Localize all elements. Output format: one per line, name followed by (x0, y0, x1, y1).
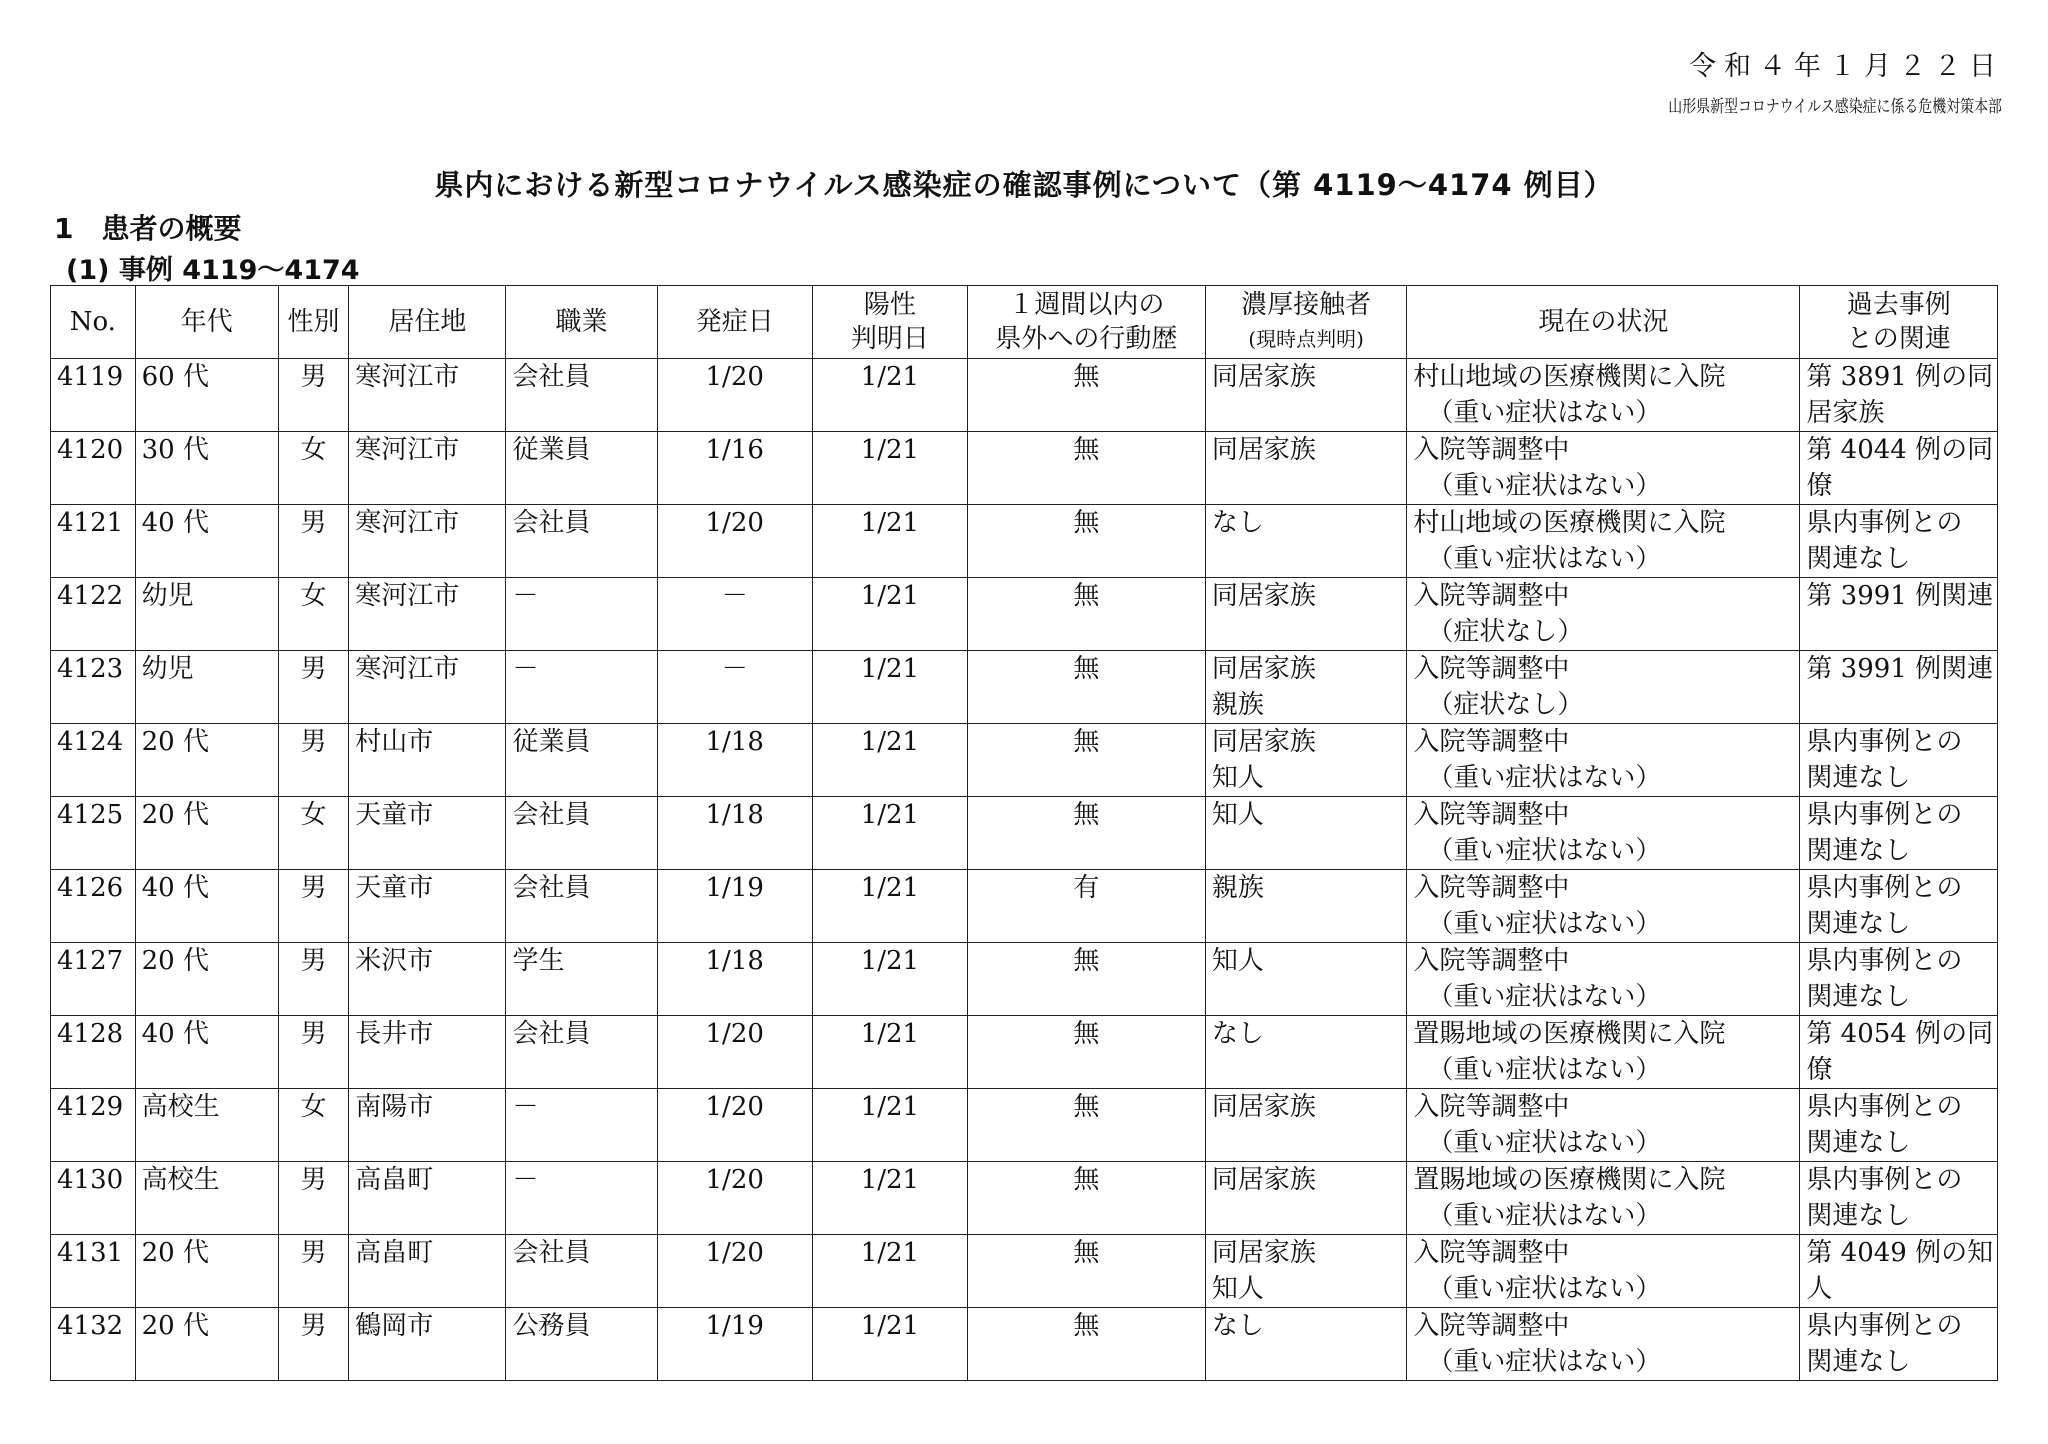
cell-sex: 男 (278, 724, 349, 797)
cell-positive-date: 1/21 (812, 1162, 967, 1235)
cell-status (1407, 651, 1800, 724)
cell-age: 40 代 (135, 505, 278, 578)
col-header-age: 年代 (135, 286, 278, 359)
cell-age: 幼児 (135, 651, 278, 724)
cell-link (1800, 1016, 1998, 1089)
cell-link-line1: 県内事例との (1806, 1092, 1963, 1122)
table-row (51, 1016, 1998, 1089)
cell-contact-line1: 同居家族 (1211, 727, 1316, 757)
cell-link-line1: 県内事例との (1806, 727, 1963, 757)
cell-sex: 男 (278, 870, 349, 943)
col-header-sex: 性別 (278, 286, 349, 359)
cell-status-line1: 入院等調整中 (1413, 800, 1570, 830)
cell-contact-line1: なし (1211, 1311, 1264, 1341)
cell-contact-line1: 同居家族 (1211, 435, 1316, 465)
cell-link-line1: 県内事例との (1806, 946, 1963, 976)
table-row (51, 870, 1998, 943)
cell-positive-date: 1/21 (812, 870, 967, 943)
section-heading: 1 患者の概要 (54, 212, 242, 245)
cell-contact-line1: 同居家族 (1211, 1238, 1316, 1268)
cell-onset: 1/20 (657, 505, 812, 578)
cell-no: 4122 (51, 578, 136, 651)
cell-travel: 無 (968, 359, 1206, 432)
cell-link (1800, 870, 1998, 943)
cell-link-line2: 関連なし (1806, 763, 1911, 793)
cell-job: 会社員 (506, 1016, 657, 1089)
cell-contact (1205, 1308, 1407, 1381)
cell-status-line1: 入院等調整中 (1413, 1311, 1570, 1341)
cell-status (1407, 724, 1800, 797)
issuing-organization: 山形県新型コロナウイルス感染症に係る危機対策本部 (1668, 97, 2002, 117)
cell-travel: 無 (968, 651, 1206, 724)
cell-link (1800, 724, 1998, 797)
cell-status-line2: （重い症状はない） (1427, 836, 1662, 866)
cell-onset: 1/19 (657, 1308, 812, 1381)
cell-onset: 1/18 (657, 943, 812, 1016)
cell-contact (1205, 578, 1407, 651)
cell-residence: 寒河江市 (349, 505, 506, 578)
cell-onset: 1/20 (657, 1162, 812, 1235)
cell-status-line2: （重い症状はない） (1427, 1274, 1662, 1304)
cell-link-line1: 県内事例との (1806, 800, 1963, 830)
cell-status (1407, 1016, 1800, 1089)
cell-link-line1: 第 4054 例の同 (1806, 1019, 1994, 1049)
cell-positive-date: 1/21 (812, 1308, 967, 1381)
cell-onset: 1/16 (657, 432, 812, 505)
cell-status (1407, 797, 1800, 870)
table-row (51, 1089, 1998, 1162)
col-header-contact-line1: 濃厚接触者 (1241, 290, 1372, 320)
cell-sex: 女 (278, 797, 349, 870)
cell-status-line1: 入院等調整中 (1413, 873, 1570, 903)
cell-sex: 男 (278, 651, 349, 724)
col-header-job: 職業 (506, 286, 657, 359)
cell-contact-line1: 知人 (1211, 800, 1264, 830)
cell-link (1800, 505, 1998, 578)
cell-travel: 無 (968, 943, 1206, 1016)
table-row (51, 1235, 1998, 1308)
cell-onset: 1/20 (657, 1235, 812, 1308)
cell-link (1800, 359, 1998, 432)
table-row (51, 797, 1998, 870)
cell-status-line2: （重い症状はない） (1427, 1055, 1662, 1085)
cell-link-line2: 関連なし (1806, 909, 1911, 939)
cell-contact-line1: 同居家族 (1211, 1165, 1316, 1195)
cell-link-line1: 県内事例との (1806, 1311, 1963, 1341)
col-header-positive (812, 286, 967, 359)
cell-status-line2: （症状なし） (1427, 690, 1584, 720)
col-header-positive-line2: 判明日 (850, 324, 929, 354)
col-header-link-line2: との関連 (1846, 324, 1951, 354)
cell-travel: 無 (968, 505, 1206, 578)
cell-travel: 無 (968, 724, 1206, 797)
cell-link-line1: 第 3991 例関連 (1806, 581, 1994, 611)
cell-contact-line1: 知人 (1211, 946, 1264, 976)
col-header-travel-line1: １週間以内の (1008, 290, 1165, 320)
cell-status-line2: （重い症状はない） (1427, 1347, 1662, 1377)
cell-link-line2: 僚 (1806, 471, 1833, 501)
cell-link-line1: 第 3991 例関連 (1806, 654, 1994, 684)
cell-status-line1: 入院等調整中 (1413, 581, 1570, 611)
cell-link-line1: 県内事例との (1806, 873, 1963, 903)
table-row (51, 578, 1998, 651)
cell-link (1800, 432, 1998, 505)
cell-contact-line2: 親族 (1211, 690, 1264, 720)
cell-travel: 無 (968, 1308, 1206, 1381)
cell-travel: 無 (968, 1235, 1206, 1308)
cell-contact (1205, 1162, 1407, 1235)
cell-link (1800, 1308, 1998, 1381)
cell-age: 20 代 (135, 1235, 278, 1308)
cell-age: 40 代 (135, 870, 278, 943)
table-row (51, 724, 1998, 797)
cell-positive-date: 1/21 (812, 943, 967, 1016)
cell-age: 高校生 (135, 1162, 278, 1235)
cell-job: 会社員 (506, 870, 657, 943)
cell-positive-date: 1/21 (812, 1089, 967, 1162)
cell-link-line2: 僚 (1806, 1055, 1833, 1085)
cell-travel: 無 (968, 1162, 1206, 1235)
cell-status-line2: （症状なし） (1427, 617, 1584, 647)
cell-age: 幼児 (135, 578, 278, 651)
cell-status-line1: 入院等調整中 (1413, 946, 1570, 976)
cell-link (1800, 797, 1998, 870)
cell-link-line2: 関連なし (1806, 1128, 1911, 1158)
cell-no: 4128 (51, 1016, 136, 1089)
cell-sex: 男 (278, 1308, 349, 1381)
cell-status-line1: 入院等調整中 (1413, 654, 1570, 684)
cell-link-line1: 県内事例との (1806, 508, 1963, 538)
cell-age: 20 代 (135, 724, 278, 797)
cell-residence: 南陽市 (349, 1089, 506, 1162)
cell-status-line2: （重い症状はない） (1427, 544, 1662, 574)
cell-contact-line1: なし (1211, 1019, 1264, 1049)
cell-positive-date: 1/21 (812, 651, 967, 724)
cell-residence: 高畠町 (349, 1162, 506, 1235)
subsection-heading: (1) 事例 4119～4174 (66, 255, 360, 286)
cell-contact-line1: 同居家族 (1211, 362, 1316, 392)
document-title: 県内における新型コロナウイルス感染症の確認事例について（第 4119～4174 例目） (434, 168, 1614, 202)
cell-link-line2: 居家族 (1806, 398, 1885, 428)
cell-contact (1205, 724, 1407, 797)
cell-link-line1: 第 3891 例の同 (1806, 362, 1994, 392)
cell-residence: 米沢市 (349, 943, 506, 1016)
cell-status-line1: 置賜地域の医療機関に入院 (1413, 1165, 1726, 1195)
case-table (50, 285, 1998, 1381)
cell-job: 会社員 (506, 359, 657, 432)
cell-positive-date: 1/21 (812, 797, 967, 870)
cell-no: 4127 (51, 943, 136, 1016)
cell-job: 従業員 (506, 432, 657, 505)
cell-sex: 女 (278, 432, 349, 505)
cell-job: 公務員 (506, 1308, 657, 1381)
cell-residence: 寒河江市 (349, 578, 506, 651)
cell-age: 20 代 (135, 1308, 278, 1381)
table-row (51, 651, 1998, 724)
cell-positive-date: 1/21 (812, 578, 967, 651)
cell-sex: 男 (278, 505, 349, 578)
cell-residence: 長井市 (349, 1016, 506, 1089)
cell-job: － (506, 1089, 657, 1162)
cell-link (1800, 578, 1998, 651)
cell-sex: 男 (278, 943, 349, 1016)
cell-sex: 男 (278, 1162, 349, 1235)
cell-link-line2: 関連なし (1806, 544, 1911, 574)
cell-status (1407, 870, 1800, 943)
cell-travel: 無 (968, 578, 1206, 651)
cell-sex: 男 (278, 1016, 349, 1089)
cell-contact (1205, 943, 1407, 1016)
cell-age: 60 代 (135, 359, 278, 432)
cell-residence: 高畠町 (349, 1235, 506, 1308)
cell-contact (1205, 1016, 1407, 1089)
cell-contact (1205, 432, 1407, 505)
cell-residence: 天童市 (349, 797, 506, 870)
table-row (51, 432, 1998, 505)
cell-job: － (506, 578, 657, 651)
col-header-travel (968, 286, 1206, 359)
cell-status (1407, 1162, 1800, 1235)
cell-travel: 無 (968, 797, 1206, 870)
col-header-onset: 発症日 (657, 286, 812, 359)
col-header-residence: 居住地 (349, 286, 506, 359)
cell-link-line2: 人 (1806, 1274, 1833, 1304)
cell-onset: 1/20 (657, 1016, 812, 1089)
cell-no: 4130 (51, 1162, 136, 1235)
cell-no: 4120 (51, 432, 136, 505)
cell-status-line1: 入院等調整中 (1413, 727, 1570, 757)
cell-job: 会社員 (506, 797, 657, 870)
cell-status (1407, 1235, 1800, 1308)
cell-contact (1205, 505, 1407, 578)
cell-age: 20 代 (135, 943, 278, 1016)
cell-contact (1205, 797, 1407, 870)
cell-link-line2: 関連なし (1806, 982, 1911, 1012)
cell-residence: 寒河江市 (349, 651, 506, 724)
cell-link (1800, 1162, 1998, 1235)
cell-no: 4119 (51, 359, 136, 432)
cell-age: 高校生 (135, 1089, 278, 1162)
cell-residence: 村山市 (349, 724, 506, 797)
cell-no: 4124 (51, 724, 136, 797)
cell-link-line1: 県内事例との (1806, 1165, 1963, 1195)
cell-job: 会社員 (506, 505, 657, 578)
cell-contact-line1: なし (1211, 508, 1264, 538)
cell-onset: 1/18 (657, 797, 812, 870)
cell-status-line2: （重い症状はない） (1427, 982, 1662, 1012)
cell-status-line2: （重い症状はない） (1427, 909, 1662, 939)
document-date: 令和４年１月２２日 (1689, 51, 2004, 82)
cell-onset: － (657, 578, 812, 651)
cell-status-line2: （重い症状はない） (1427, 471, 1662, 501)
cell-contact-line1: 同居家族 (1211, 654, 1316, 684)
cell-link (1800, 651, 1998, 724)
cell-job: 会社員 (506, 1235, 657, 1308)
cell-no: 4125 (51, 797, 136, 870)
cell-onset: 1/20 (657, 359, 812, 432)
cell-positive-date: 1/21 (812, 1235, 967, 1308)
cell-no: 4132 (51, 1308, 136, 1381)
table-row (51, 943, 1998, 1016)
cell-no: 4123 (51, 651, 136, 724)
table-header-row (51, 286, 1998, 359)
cell-job: － (506, 651, 657, 724)
cell-age: 30 代 (135, 432, 278, 505)
cell-status-line1: 入院等調整中 (1413, 1238, 1570, 1268)
cell-residence: 寒河江市 (349, 359, 506, 432)
cell-link-line1: 第 4044 例の同 (1806, 435, 1994, 465)
table-row (51, 1308, 1998, 1381)
cell-onset: 1/20 (657, 1089, 812, 1162)
cell-age: 20 代 (135, 797, 278, 870)
cell-status-line2: （重い症状はない） (1427, 398, 1662, 428)
cell-positive-date: 1/21 (812, 359, 967, 432)
cell-job: － (506, 1162, 657, 1235)
cell-status-line2: （重い症状はない） (1427, 763, 1662, 793)
cell-contact (1205, 359, 1407, 432)
table-row (51, 1162, 1998, 1235)
cell-status (1407, 359, 1800, 432)
cell-travel: 有 (968, 870, 1206, 943)
col-header-status: 現在の状況 (1407, 286, 1800, 359)
cell-link (1800, 1235, 1998, 1308)
cell-positive-date: 1/21 (812, 432, 967, 505)
cell-status-line1: 村山地域の医療機関に入院 (1413, 508, 1726, 538)
cell-onset: － (657, 651, 812, 724)
cell-onset: 1/19 (657, 870, 812, 943)
col-header-travel-line2: 県外への行動歴 (995, 324, 1178, 354)
col-header-link (1800, 286, 1998, 359)
table-row (51, 359, 1998, 432)
cell-status (1407, 1308, 1800, 1381)
cell-status-line2: （重い症状はない） (1427, 1201, 1662, 1231)
cell-no: 4121 (51, 505, 136, 578)
cell-positive-date: 1/21 (812, 505, 967, 578)
cell-sex: 男 (278, 1235, 349, 1308)
cell-status (1407, 943, 1800, 1016)
cell-status (1407, 1089, 1800, 1162)
cell-residence: 鶴岡市 (349, 1308, 506, 1381)
cell-status (1407, 505, 1800, 578)
cell-contact-line1: 同居家族 (1211, 1092, 1316, 1122)
cell-status-line1: 入院等調整中 (1413, 1092, 1570, 1122)
cell-link-line2: 関連なし (1806, 1347, 1911, 1377)
cell-onset: 1/18 (657, 724, 812, 797)
cell-travel: 無 (968, 432, 1206, 505)
cell-contact (1205, 1235, 1407, 1308)
cell-no: 4131 (51, 1235, 136, 1308)
cell-link (1800, 1089, 1998, 1162)
cell-residence: 天童市 (349, 870, 506, 943)
cell-no: 4129 (51, 1089, 136, 1162)
cell-job: 従業員 (506, 724, 657, 797)
cell-status-line1: 入院等調整中 (1413, 435, 1570, 465)
cell-job: 学生 (506, 943, 657, 1016)
cell-link-line2: 関連なし (1806, 836, 1911, 866)
col-header-contact (1205, 286, 1407, 359)
cell-sex: 男 (278, 359, 349, 432)
cell-contact (1205, 651, 1407, 724)
cell-travel: 無 (968, 1016, 1206, 1089)
cell-contact (1205, 870, 1407, 943)
cell-positive-date: 1/21 (812, 1016, 967, 1089)
cell-status (1407, 578, 1800, 651)
cell-travel: 無 (968, 1089, 1206, 1162)
cell-contact-line2: 知人 (1211, 763, 1264, 793)
cell-sex: 女 (278, 1089, 349, 1162)
col-header-no: No. (51, 286, 136, 359)
col-header-contact-line2: (現時点判明) (1248, 327, 1364, 351)
cell-no: 4126 (51, 870, 136, 943)
cell-positive-date: 1/21 (812, 724, 967, 797)
cell-status-line2: （重い症状はない） (1427, 1128, 1662, 1158)
cell-residence: 寒河江市 (349, 432, 506, 505)
cell-contact-line2: 知人 (1211, 1274, 1264, 1304)
table-row (51, 505, 1998, 578)
cell-link-line2: 関連なし (1806, 1201, 1911, 1231)
col-header-positive-line1: 陽性 (863, 290, 916, 320)
cell-status (1407, 432, 1800, 505)
cell-status-line1: 置賜地域の医療機関に入院 (1413, 1019, 1726, 1049)
cell-link (1800, 943, 1998, 1016)
cell-contact-line1: 同居家族 (1211, 581, 1316, 611)
cell-link-line1: 第 4049 例の知 (1806, 1238, 1994, 1268)
cell-contact-line1: 親族 (1211, 873, 1264, 903)
cell-age: 40 代 (135, 1016, 278, 1089)
cell-contact (1205, 1089, 1407, 1162)
col-header-link-line1: 過去事例 (1846, 290, 1951, 320)
cell-sex: 女 (278, 578, 349, 651)
cell-status-line1: 村山地域の医療機関に入院 (1413, 362, 1726, 392)
